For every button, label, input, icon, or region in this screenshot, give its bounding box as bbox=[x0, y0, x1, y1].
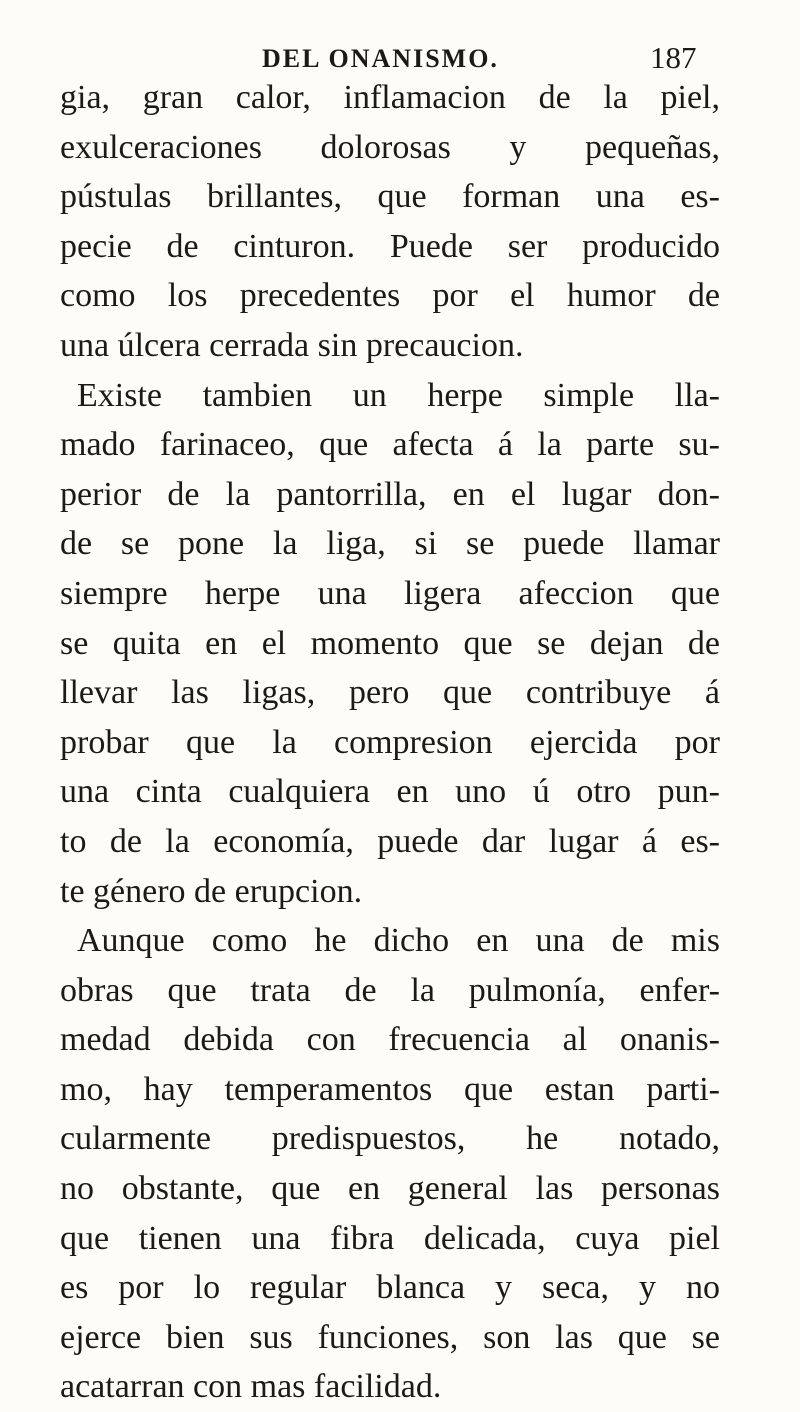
text-line: no obstante, que en general las personas bbox=[60, 1170, 720, 1208]
text-line: obras que trata de la pulmonía, enfer- bbox=[60, 971, 720, 1009]
text-line: medad debida con frecuencia al onanis- bbox=[60, 1021, 720, 1059]
text-line: cularmente predispuestos, he notado, bbox=[60, 1120, 720, 1158]
text-line: una úlcera cerrada sin precaucion. bbox=[60, 326, 524, 364]
text-line: exulceraciones dolorosas y pequeñas, bbox=[60, 128, 720, 166]
text-line: se quita en el momento que se dejan de bbox=[60, 624, 720, 662]
text-line: mo, hay temperamentos que estan parti- bbox=[60, 1070, 720, 1108]
page-number: 187 bbox=[650, 40, 697, 75]
text-line: Existe tambien un herpe simple lla- bbox=[77, 376, 720, 414]
text-line: pústulas brillantes, que forman una es- bbox=[60, 178, 720, 216]
text-line: ejerce bien sus funciones, son las que se bbox=[60, 1318, 720, 1356]
text-line: pecie de cinturon. Puede ser producido bbox=[60, 227, 720, 265]
text-line: acatarran con mas facilidad. bbox=[60, 1368, 442, 1406]
text-line: como los precedentes por el humor de bbox=[60, 277, 720, 315]
text-line: de se pone la liga, si se puede llamar bbox=[60, 525, 720, 563]
running-head: DEL ONANISMO. bbox=[262, 44, 499, 73]
text-line: te género de erupcion. bbox=[60, 872, 363, 910]
text-line: es por lo regular blanca y seca, y no bbox=[60, 1269, 720, 1307]
text-line: perior de la pantorrilla, en el lugar don- bbox=[60, 475, 720, 513]
text-line: llevar las ligas, pero que contribuye á bbox=[60, 674, 720, 712]
body-text bbox=[60, 73, 720, 1412]
text-line: siempre herpe una ligera afeccion que bbox=[60, 574, 720, 612]
text-line: que tienen una fibra delicada, cuya piel bbox=[60, 1219, 720, 1257]
text-line: probar que la compresion ejercida por bbox=[60, 723, 720, 761]
text-line: una cinta cualquiera en uno ú otro pun- bbox=[60, 773, 720, 811]
text-line: Aunque como he dicho en una de mis bbox=[77, 922, 720, 960]
text-line: to de la economía, puede dar lugar á es- bbox=[60, 822, 720, 860]
text-line: mado farinaceo, que afecta á la parte su- bbox=[60, 426, 720, 464]
text-line: gia, gran calor, inflamacion de la piel, bbox=[60, 79, 720, 116]
